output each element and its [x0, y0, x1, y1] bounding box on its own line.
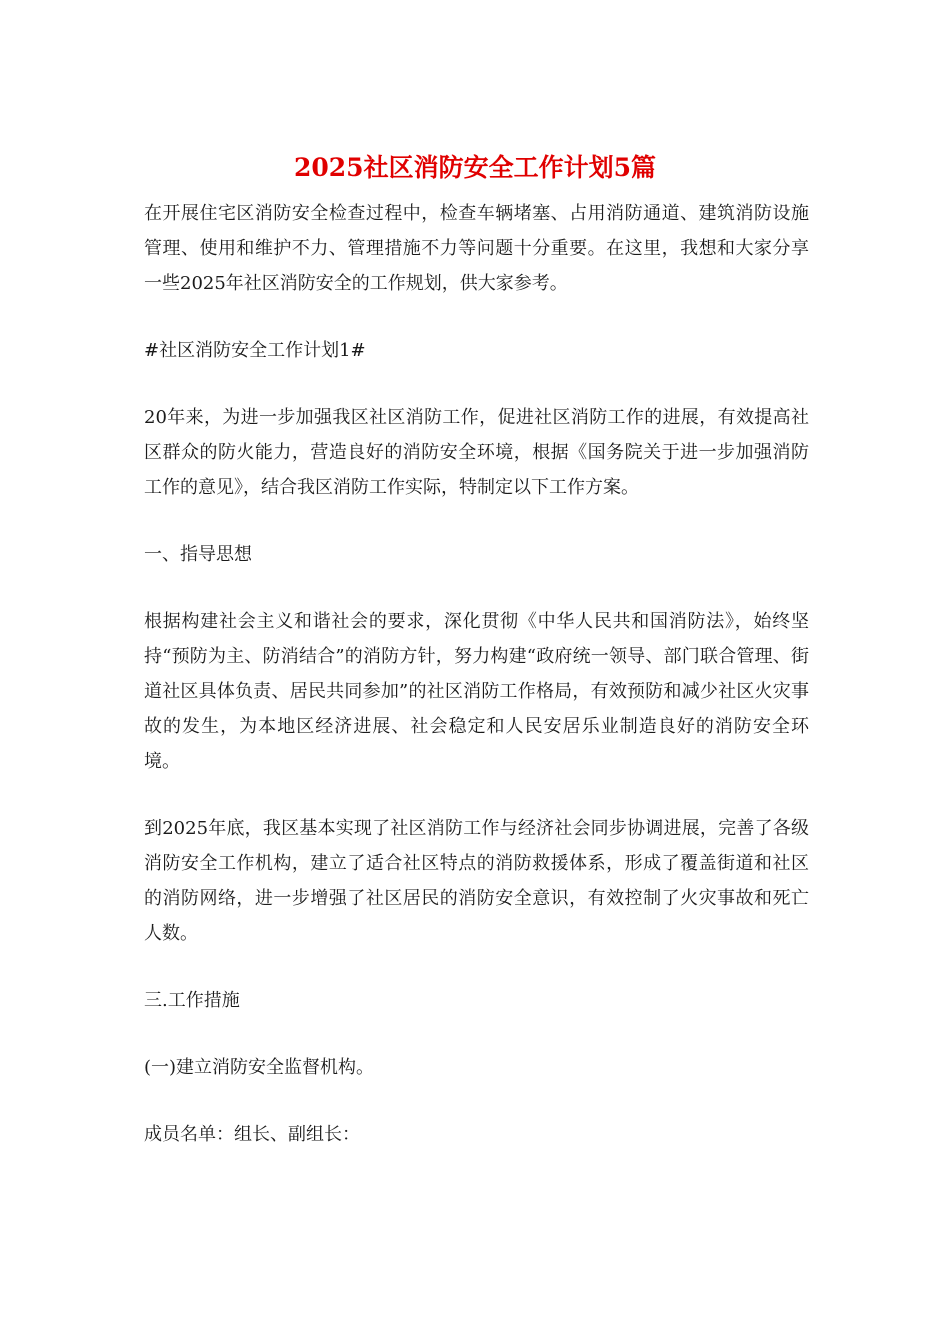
paragraph-gap [144, 779, 809, 811]
guiding-ideology-paragraph: 根据构建社会主义和谐社会的要求，深化贯彻《中华人民共和国消防法》，始终坚持“预防为主、防消结合”的消防方针，努力构建“政府统一领导、部门联合管理、街道社区具体负责、居民共同参加”的社区消防工作格局，有效预防和减少社区火灾事故的发生，为本地区经济进展、社会稳定和人民安居乐业制造良好的消防安全环境。 [144, 611, 809, 772]
paragraph-gap [144, 368, 809, 400]
document-body [144, 196, 809, 1152]
goals-paragraph: 到2025年底，我区基本实现了社区消防工作与经济社会同步协调进展，完善了各级消防安全工作机构，建立了适合社区特点的消防救援体系，形成了覆盖街道和社区的消防网络，进一步增强了社区居民的消防安全意识，有效控制了火灾事故和死亡人数。 [144, 818, 809, 944]
document-title: 2025社区消防安全工作计划5篇 [294, 153, 656, 182]
paragraph-gap [144, 301, 809, 333]
heading-guiding-ideology: 一、指导思想 [144, 544, 252, 565]
heading-work-measures: 三.工作措施 [144, 990, 240, 1011]
paragraph-gap [144, 505, 809, 537]
section-heading-plan-1: #社区消防安全工作计划1# [144, 340, 366, 361]
plan-intro-paragraph: 20年来，为进一步加强我区社区消防工作，促进社区消防工作的进展，有效提高社区群众的防火能力，营造良好的消防安全环境，根据《国务院关于进一步加强消防工作的意见》，结合我区消防工作实际，特制定以下工作方案。 [144, 407, 809, 498]
paragraph-gap [144, 572, 809, 604]
paragraph-gap [144, 1018, 809, 1050]
member-list-line: 成员名单：组长、副组长： [144, 1124, 360, 1145]
measure-item-1: (一)建立消防安全监督机构。 [144, 1057, 375, 1078]
intro-paragraph: 在开展住宅区消防安全检查过程中，检查车辆堵塞、占用消防通道、建筑消防设施管理、使用和维护不力、管理措施不力等问题十分重要。在这里，我想和大家分享一些2025年社区消防安全的工作规划，供大家参考。 [144, 203, 809, 294]
paragraph-gap [144, 1085, 809, 1117]
paragraph-gap [144, 951, 809, 983]
